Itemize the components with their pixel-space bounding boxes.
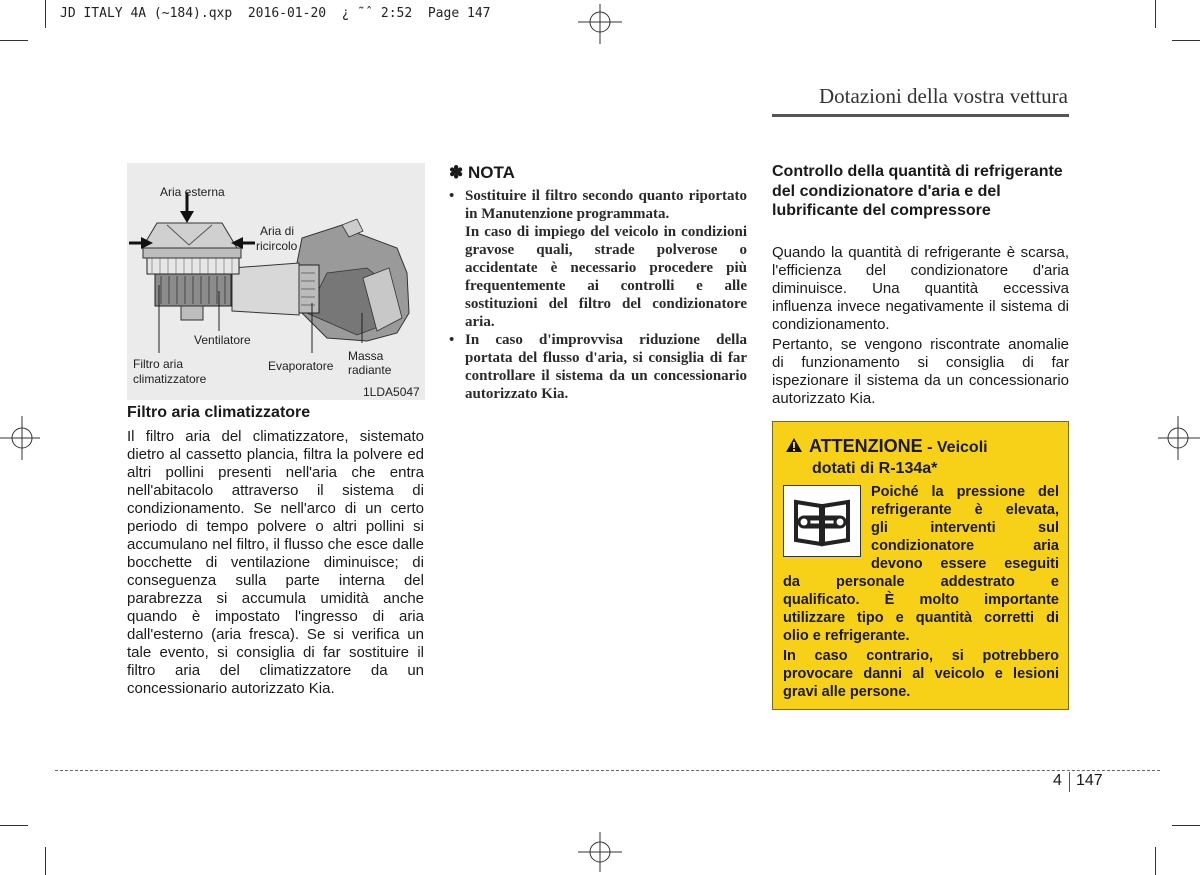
warning-line: In caso contrario, si potrebbero [783, 648, 1059, 664]
label-aria-ricircolo-2: ricircolo [256, 239, 298, 253]
crop-mark [1155, 0, 1156, 28]
label-evaporatore: Evaporatore [268, 359, 334, 373]
warning-line: gli interventi sul [871, 520, 1059, 536]
warning-title-line2: dotati di R-134a* [812, 460, 938, 477]
warning-line: gravi alle persone. [783, 684, 911, 700]
nota-item-text-2: In caso di impiego del veicolo in condizioni gravose quali, strade polverose o accidentate è necessario procedere più frequentemente ai controlli e alle sostituzioni del filtro del condizionatore aria. [465, 224, 747, 330]
warning-line: refrigerante è elevata, [871, 502, 1059, 518]
refrigerant-para-2: Pertanto, se vengono riscontrate anomalie di funzionamento si consiglia di far ispezionare il sistema da un concessionario autorizzato Kia. [772, 336, 1069, 407]
crop-mark [45, 0, 46, 28]
registration-mark-icon [0, 416, 40, 460]
print-slug: JD ITALY 4A (~184).qxp 2016-01-20 ¿ ˜ˆ 2:52 Page 147 [60, 6, 491, 21]
warning-line: qualificato. È molto importante [783, 592, 1059, 608]
crop-mark [0, 40, 28, 41]
figure-code: 1LDA5047 [363, 385, 420, 399]
footer-dashed-rule [55, 770, 1160, 771]
warning-line: Poiché la pressione del [871, 484, 1059, 500]
page-number-separator [1069, 772, 1070, 792]
nota-item [449, 187, 747, 331]
filter-body: Il filtro aria del climatizzatore, sistemato dietro al cassetto plancia, filtra la polvere ed altri pollini presenti nell'aria che entra nell'abitacolo attraverso il sistema di condizionamento. Se nell'arco di un certo periodo di tempo polvere o altri pollini si accumulano nel filtro, il flusso che esce dalle bocchette di ventilazione diminuisce; di conseguenza sulla parte interna del parabrezza si accumula umidità anche quando è impostato l'ingresso di aria dall'esterno (aria fresca). Se si verifica un tale evento, si consiglia di far sostituire il filtro aria del climatizzatore da un concessionario autorizzato Kia. [127, 428, 424, 697]
warning-line: da personale addestrato e [783, 574, 1059, 590]
bullet: • [449, 332, 455, 348]
warning-line: olio e refrigerante. [783, 628, 910, 644]
crop-mark [1155, 847, 1156, 875]
registration-mark-icon [578, 4, 622, 44]
crop-mark [1172, 825, 1200, 826]
warning-line: devono essere eseguiti [871, 556, 1059, 572]
registration-mark-icon [1158, 416, 1200, 460]
label-ventilatore: Ventilatore [194, 333, 251, 347]
crop-mark [45, 847, 46, 875]
chapter-number: 4 [1053, 772, 1062, 789]
page-number: 147 [1076, 772, 1103, 789]
warning-line: provocare danni al veicolo e lesioni [783, 666, 1059, 682]
label-filtro-1: Filtro aria [133, 357, 184, 371]
manual-book-icon [783, 485, 861, 557]
bullet: • [449, 188, 455, 204]
warning-title-main: ATTENZIONE [809, 436, 923, 456]
nota-item-text: In caso d'improvvisa riduzione della portata del flusso d'aria, si consiglia di far controllare il sistema da un concessionario autorizzato Kia. [465, 332, 747, 402]
registration-mark-icon [578, 832, 622, 872]
filter-heading: Filtro aria climatizzatore [127, 404, 311, 421]
label-aria-esterna: Aria esterna [160, 185, 225, 199]
header-rule [772, 114, 1069, 117]
nota-item-text: Sostituire il filtro secondo quanto riportato in Manutenzione programmata. [465, 188, 747, 222]
warning-line: utilizzare tipo e quantità corretti di [783, 610, 1059, 626]
warning-line: condizionatore aria [871, 538, 1059, 554]
air-filter-diagram [127, 163, 425, 400]
refrigerant-heading: Controllo della quantità di refrigerante del condizionatore d'aria e del lubrificante del compressore [772, 163, 1063, 219]
crop-mark [0, 825, 28, 826]
nota-title: ✽ NOTA [449, 163, 515, 182]
warning-triangle-icon [785, 437, 803, 453]
label-aria-ricircolo-1: Aria di [260, 224, 295, 238]
nota-list [449, 187, 747, 403]
running-header: Dotazioni della vostra vettura [819, 84, 1068, 108]
refrigerant-para-1: Quando la quantità di refrigerante è scarsa, l'efficienza del condizionatore d'aria diminuisce. Una quantità eccessiva influenza invece negativamente il sistema di condizionamento. [772, 244, 1069, 333]
label-massa-2: radiante [348, 363, 392, 377]
warning-box [772, 421, 1069, 710]
label-massa-1: Massa [348, 349, 384, 363]
crop-mark [1172, 40, 1200, 41]
nota-item [449, 331, 747, 403]
label-filtro-2: climatizzatore [133, 372, 207, 386]
warning-title-rest: - Veicoli [922, 439, 988, 456]
warning-title [785, 436, 1055, 479]
